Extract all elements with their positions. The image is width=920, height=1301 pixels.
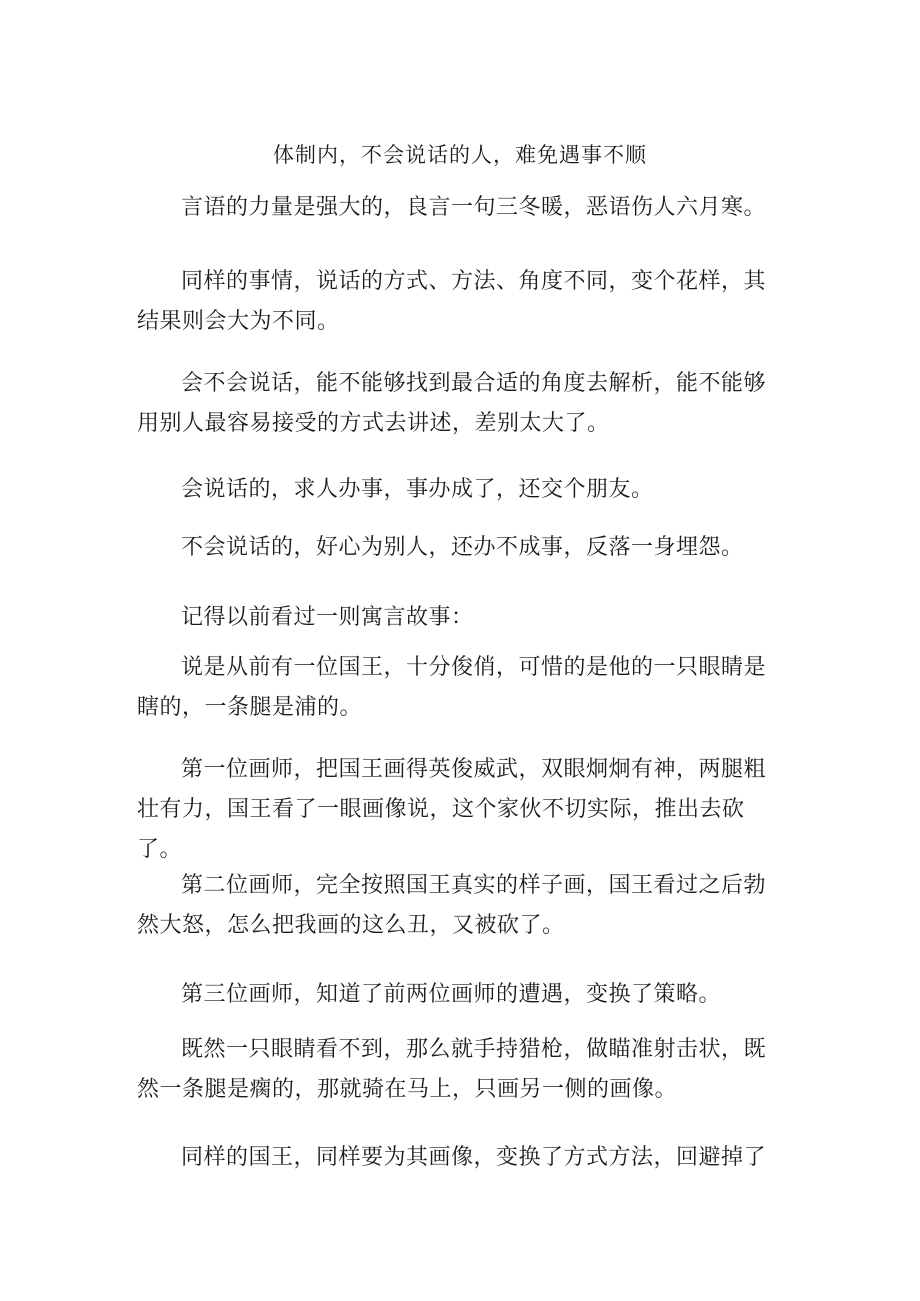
paragraph-11: 既然一只眼睛看不到，那么就手持猎枪，做瞄准射击状，既然一条腿是瘸的，那就骑在马上，只画另一侧的画像。 — [137, 1037, 767, 1102]
paragraph-6: 记得以前看过一则寓言故事： — [181, 605, 474, 630]
paragraph-7: 说是从前有一位国王，十分俊俏，可惜的是他的一只眼睛是瞎的，一条腿是浦的。 — [137, 655, 767, 720]
paragraph-9: 第二位画师，完全按照国王真实的样子画，国王看过之后勃然大怒，怎么把我画的这么丑，又被砍了。 — [137, 873, 767, 938]
paragraph-4: 会说话的，求人办事，事办成了，还交个朋友。 — [181, 477, 654, 502]
paragraph-12: 同样的国王，同样要为其画像，变换了方式方法，回避掉了 — [181, 1145, 767, 1170]
paragraph-3: 会不会说话，能不能够找到最合适的角度去解析，能不能够用别人最容易接受的方式去讲述，差别太大了。 — [137, 371, 767, 436]
document-title: 体制内，不会说话的人，难免遇事不顺 — [273, 143, 647, 167]
paragraph-10: 第三位画师，知道了前两位画师的遭遇，变换了策略。 — [181, 982, 722, 1007]
paragraph-1: 言语的力量是强大的，良言一句三冬暖，恶语伤人六月寒。 — [181, 195, 767, 220]
paragraph-5: 不会说话的，好心为别人，还办不成事，反落一身埋怨。 — [181, 535, 744, 560]
paragraph-8: 第一位画师，把国王画得英俊威武，双眼炯炯有神，两腿粗壮有力，国王看了一眼画像说，这个家伙不切实际，推出去砍了。 — [137, 757, 767, 862]
paragraph-2: 同样的事情，说话的方式、方法、角度不同，变个花样，其结果则会大为不同。 — [137, 269, 767, 334]
